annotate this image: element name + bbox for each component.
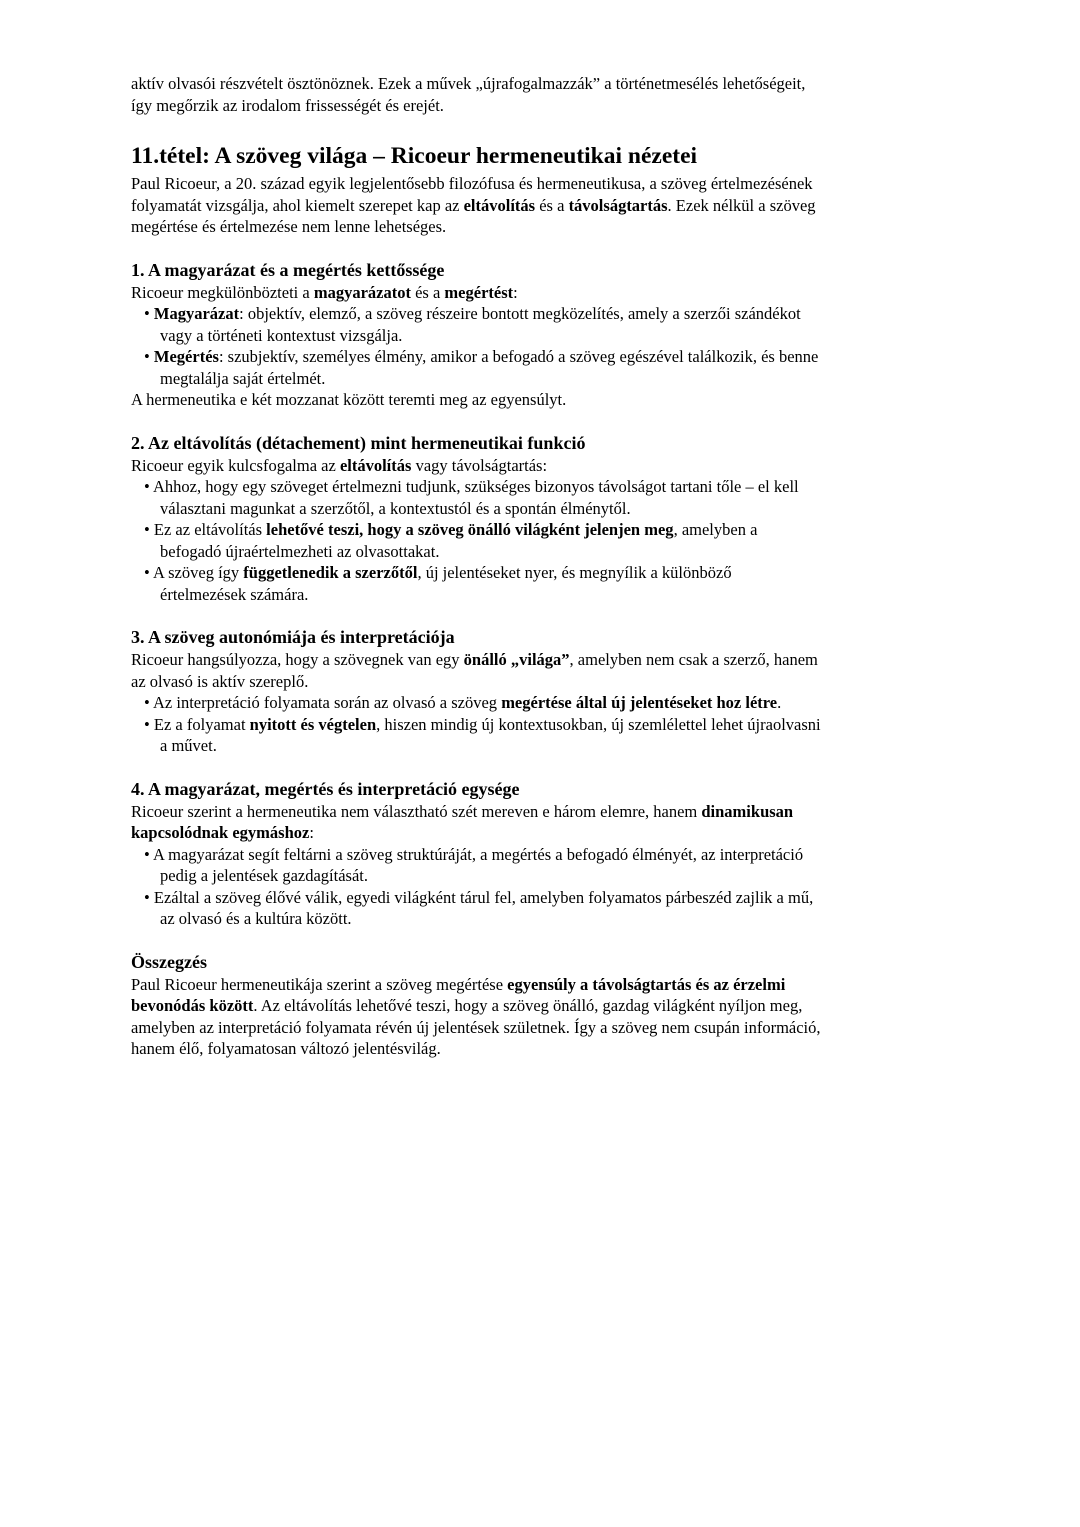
section-2-heading: 2. Az eltávolítás (détachement) mint hermeneutikai funkció bbox=[131, 432, 586, 453]
section-3-intro: Ricoeur hangsúlyozza, hogy a szövegnek van egy önálló „világa”, amelyben nem csak a szerző, hanem az olvasó is aktív szereplő. bbox=[131, 650, 818, 691]
bullet-item: • Ez a folyamat nyitott és végtelen, hiszen mindig új kontextusokban, új szemlélettel lehet újraolvasni a művet. bbox=[144, 714, 821, 755]
section-4-heading: 4. A magyarázat, megértés és interpretáció egysége bbox=[131, 778, 520, 799]
summary-heading: Összegzés bbox=[131, 951, 207, 972]
section-4-intro: Ricoeur szerint a hermeneutika nem választható szét mereven e három elemre, hanem dinamikusan kapcsolódnak egymáshoz: bbox=[131, 801, 794, 842]
bullet-item: • Ahhoz, hogy egy szöveget értelmezni tudjunk, szükséges bizonyos távolságot tartani tőle – el kell választani magunkat a szerzőtől, a kontextustól és a spontán élménytől. bbox=[144, 477, 799, 518]
previous-topic-fragment: aktív olvasói részvételt ösztönöznek. Ezek a művek „újrafogalmazzák” a történetmesélés lehetőségeit, így megőrzik az irodalom frissességét és erejét. bbox=[131, 74, 806, 115]
section-2-intro: Ricoeur egyik kulcsfogalma az eltávolítás vagy távolságtartás: bbox=[131, 455, 548, 475]
bullet-item: • Az interpretáció folyamata során az olvasó a szöveg megértése által új jelentéseket hoz létre. bbox=[144, 693, 782, 712]
summary-paragraph: Paul Ricoeur hermeneutikája szerint a szöveg megértése egyensúly a távolságtartás és az érzelmi bevonódás között. Az eltávolítás lehetővé teszi, hogy a szöveg önálló, gazdag világként nyíljon meg, amelyben az interpretáció folyamata révén új jelentések születnek. Így a szöveg nem csupán információ, hanem élő, folyamatosan változó jelentésvilág. bbox=[131, 974, 821, 1058]
bullet-item: • A magyarázat segít feltárni a szöveg struktúráját, a megértés a befogadó élményét, az interpretáció pedig a jelentések gazdagítását. bbox=[144, 844, 804, 885]
bullet-item: • Ezáltal a szöveg élővé válik, egyedi világként tárul fel, amelyben folyamatos párbeszéd zajlik a mű, az olvasó és a kultúra között. bbox=[144, 887, 814, 928]
section-1-intro: Ricoeur megkülönbözteti a magyarázatot és a megértést: bbox=[131, 282, 518, 302]
bullet-item: • Magyarázat: objektív, elemző, a szöveg részeire bontott megközelítés, amely a szerzői szándékot vagy a történeti kontextust vizsgálja. bbox=[144, 304, 801, 345]
lead-paragraph: Paul Ricoeur, a 20. század egyik legjelentősebb filozófusa és hermeneutikusa, a szöveg értelmezésének folyamatát vizsgálja, ahol kiemelt szerepet kap az eltávolítás és a távolságtartás. Ezek nélkül a szöveg megértése és értelmezése nem lenne lehetséges. bbox=[131, 174, 816, 236]
section-1-closing: A hermeneutika e két mozzanat között teremti meg az egyensúlyt. bbox=[131, 390, 567, 409]
page-title: 11.tétel: A szöveg világa – Ricoeur hermeneutikai nézetei bbox=[131, 143, 698, 169]
section-3-bullet-list bbox=[131, 692, 821, 757]
bullet-item: • A szöveg így függetlenedik a szerzőtől, új jelentéseket nyer, és megnyílik a különböző értelmezések számára. bbox=[144, 563, 732, 604]
bullet-item: • Ez az eltávolítás lehetővé teszi, hogy a szöveg önálló világként jelenjen meg, amelyben a befogadó újraértelmezheti az olvasottakat. bbox=[144, 520, 758, 561]
bullet-item: • Megértés: szubjektív, személyes élmény, amikor a befogadó a szöveg egészével találkozik, és benne megtalálja saját értelmét. bbox=[144, 347, 819, 388]
section-1-bullet-list bbox=[131, 303, 821, 389]
section-1-heading: 1. A magyarázat és a megértés kettőssége bbox=[131, 259, 445, 280]
section-3-heading: 3. A szöveg autonómiája és interpretációja bbox=[131, 627, 455, 647]
section-4-bullet-list bbox=[131, 844, 821, 930]
section-2-bullet-list bbox=[131, 476, 821, 605]
